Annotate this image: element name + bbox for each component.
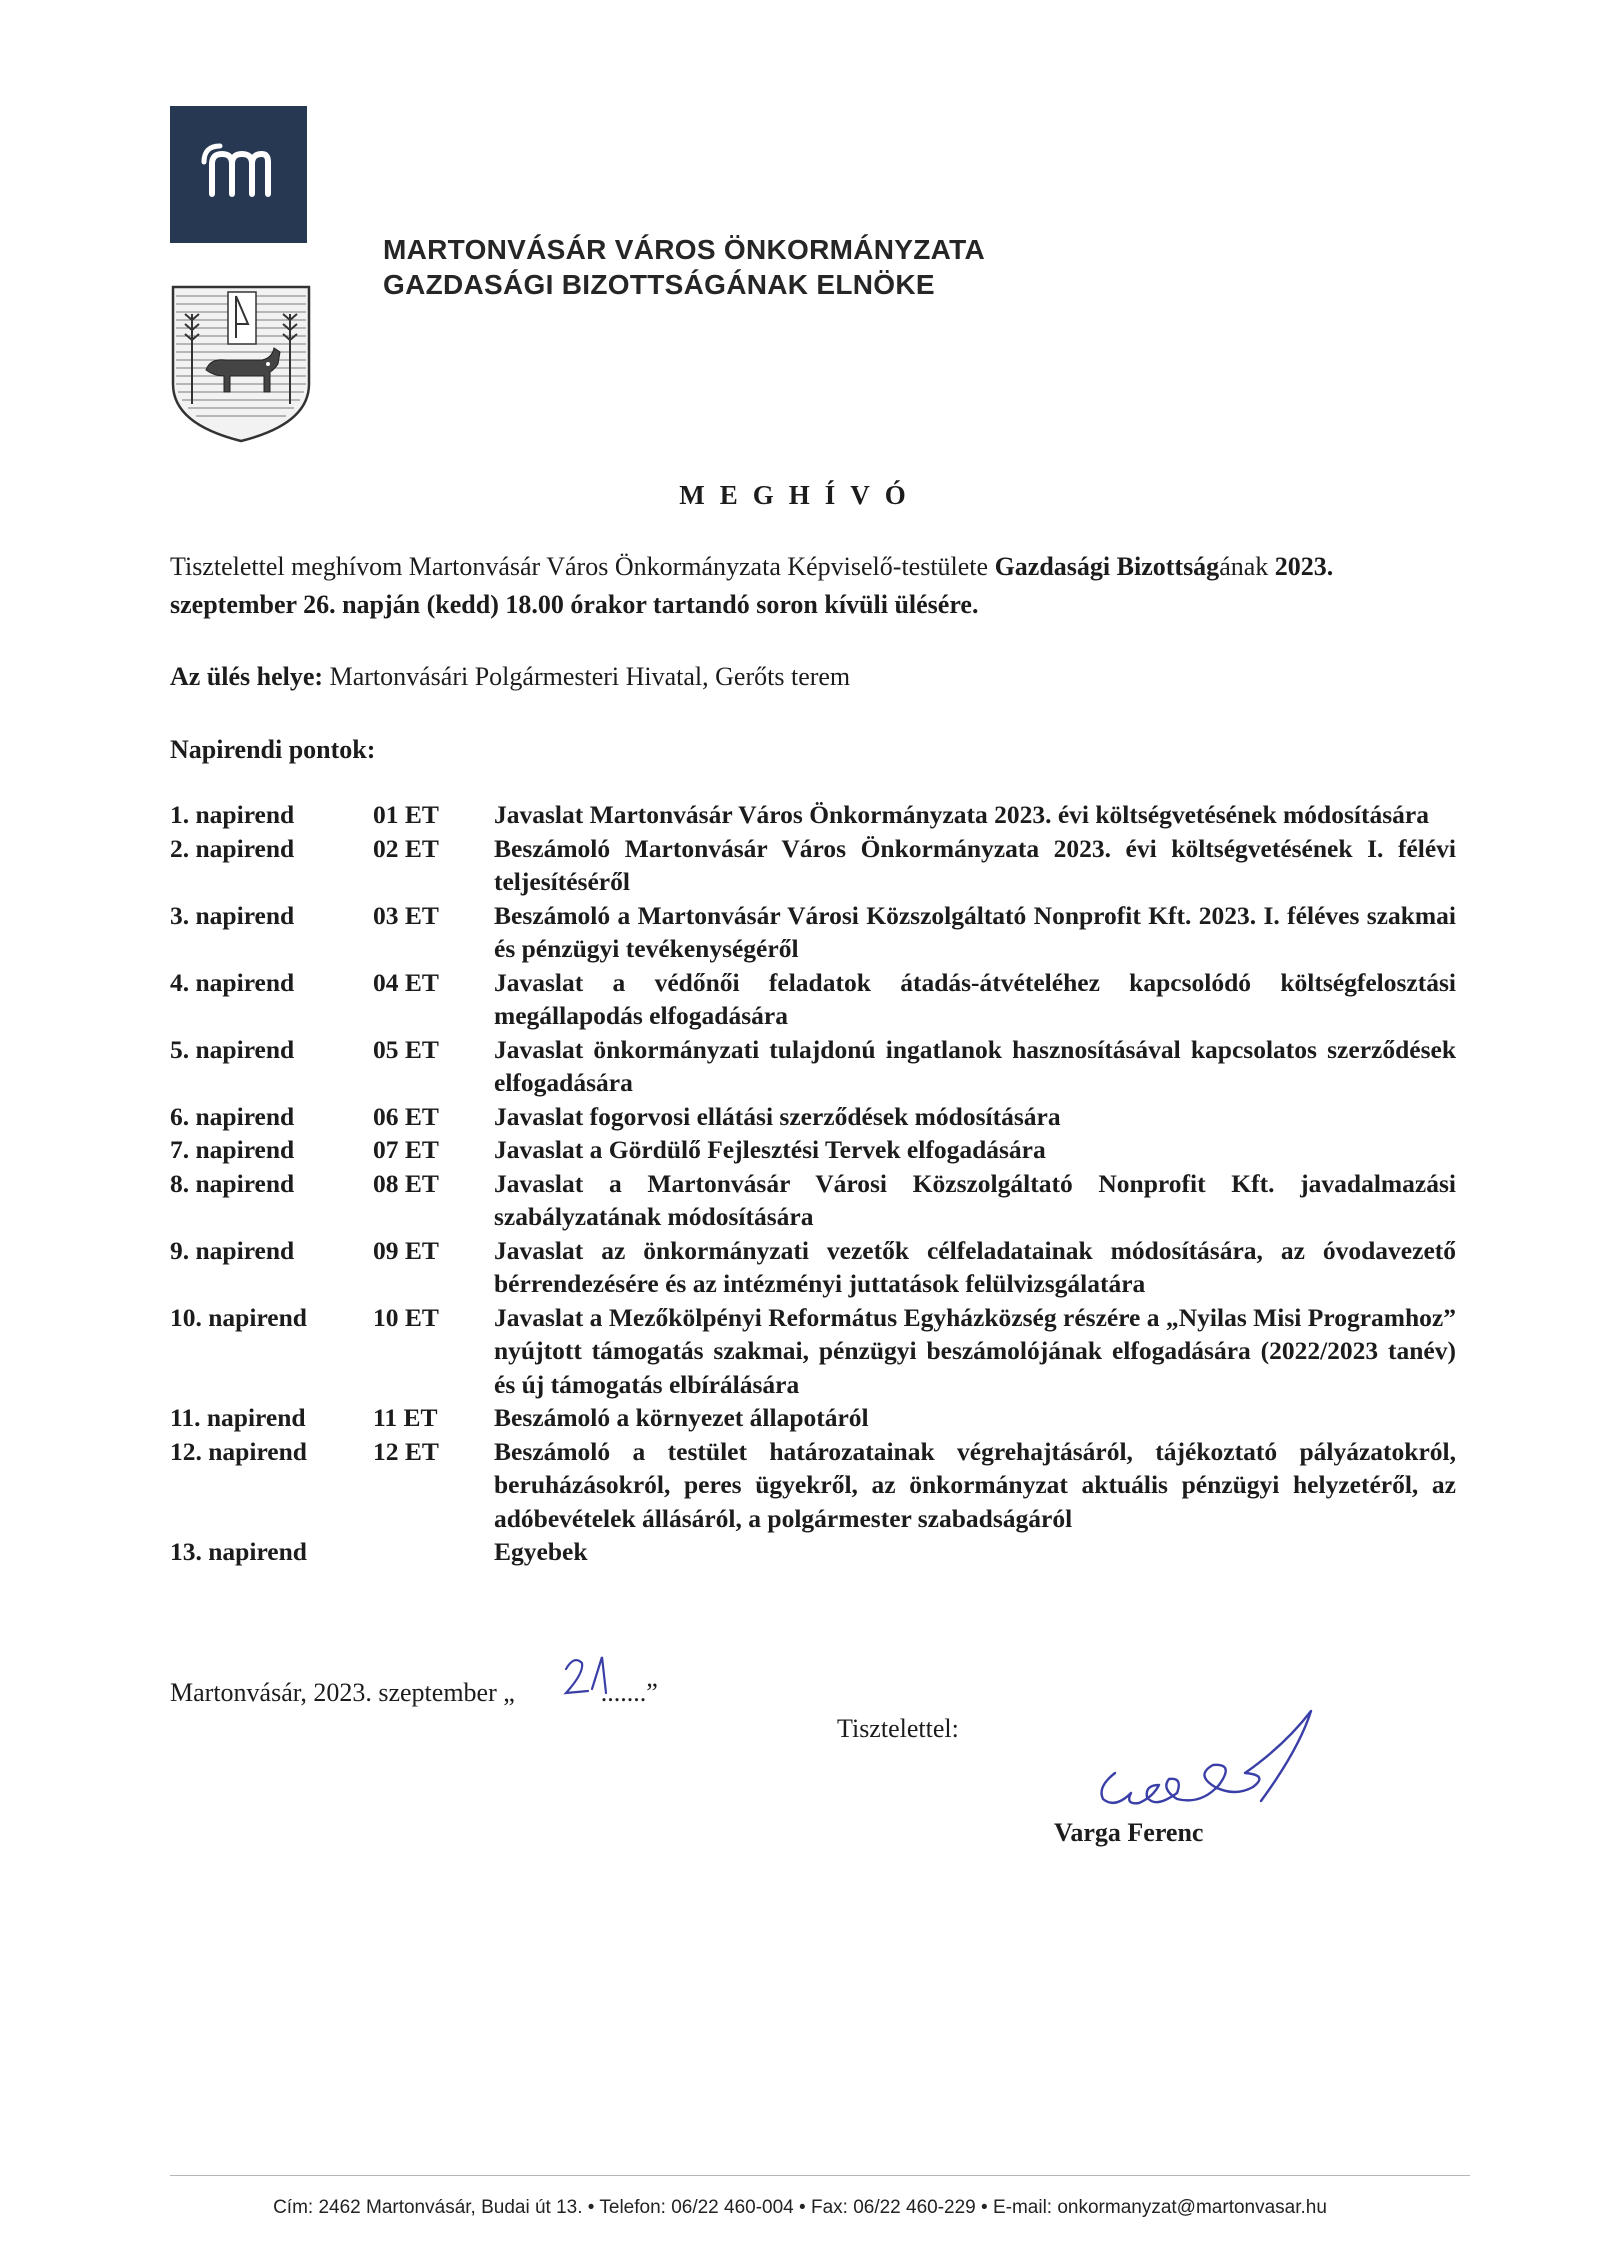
agenda-description: Egyebek <box>494 1537 588 1566</box>
agenda-number: 12. napirend <box>170 1436 307 1466</box>
agenda-description: Javaslat fogorvosi ellátási szerződések módosítására <box>494 1101 1061 1131</box>
agenda-number: 4. napirend <box>170 967 295 997</box>
agenda-code: 11 ET <box>373 1403 438 1432</box>
agenda-row <box>170 1301 1456 1402</box>
agenda-code: 05 ET <box>373 1034 439 1064</box>
agenda-code: 03 ET <box>373 900 439 930</box>
agenda-row <box>170 1234 1456 1301</box>
agenda-code: 06 ET <box>373 1101 439 1131</box>
agenda-row <box>170 1535 1456 1569</box>
intro-bold-1: Gazdasági Bizottság <box>994 552 1220 581</box>
agenda-code: 08 ET <box>373 1168 439 1198</box>
agenda-row <box>170 1100 1456 1134</box>
agenda-description: Beszámoló a testület határozatainak végrehajtásáról, tájékoztató pályázatokról, beruházásokról, peres ügyekről, az önkormányzat aktuális pénzügyi helyzetéről, az adóbevételek állásáról, a polgármester szabadságáról <box>494 1436 1456 1533</box>
agenda-code: 07 ET <box>373 1135 439 1164</box>
agenda-row <box>170 1033 1456 1100</box>
agenda-table <box>170 798 1456 1569</box>
agenda-description: Beszámoló a Martonvásár Városi Közszolgáltató Nonprofit Kft. 2023. I. féléves szakmai és pénzügyi tevékenységéről <box>494 900 1456 963</box>
closing-greeting: Tisztelettel: <box>837 1714 959 1743</box>
agenda-description: Beszámoló a környezet állapotáról <box>494 1403 869 1432</box>
agenda-code: 01 ET <box>373 800 439 829</box>
agenda-number: 8. napirend <box>170 1168 295 1198</box>
organization-line-1: MARTONVÁSÁR VÁROS ÖNKORMÁNYZATA <box>383 234 985 265</box>
handwritten-day <box>560 1653 620 1699</box>
agenda-description: Javaslat önkormányzati tulajdonú ingatlanok hasznosításával kapcsolatos szerződések elfogadására <box>494 1034 1456 1097</box>
logo-m-icon <box>170 106 307 243</box>
agenda-number: 9. napirend <box>170 1235 295 1265</box>
agenda-number: 2. napirend <box>170 833 295 863</box>
meeting-place <box>170 662 850 692</box>
footer-divider <box>170 2175 1470 2176</box>
intro-text-2: ának <box>1219 552 1275 581</box>
date-prefix: Martonvásár, 2023. szeptember „ <box>170 1678 515 1707</box>
agenda-number: 5. napirend <box>170 1034 295 1064</box>
intro-bold-2: 2023. szeptember 26. napján (kedd) 18.00 órakor tartandó soron kívüli ülésére. <box>170 552 1334 619</box>
agenda-number: 6. napirend <box>170 1101 295 1131</box>
agenda-heading: Napirendi pontok: <box>170 735 376 764</box>
agenda-description: Javaslat a védőnői feladatok átadás-átvételéhez kapcsolódó költségfelosztási megállapodás elfogadására <box>494 967 1456 1030</box>
agenda-description: Beszámoló Martonvásár Város Önkormányzata 2023. évi költségvetésének I. félévi teljesítéséről <box>494 833 1456 896</box>
footer-contact: Cím: 2462 Martonvásár, Budai út 13. • Telefon: 06/22 460-004 • Fax: 06/22 460-229 • E-mail: onkormanyzat@martonvasar.hu <box>273 2197 1327 2218</box>
agenda-number: 1. napirend <box>170 800 295 829</box>
document-title: MEGHÍVÓ <box>679 480 921 510</box>
agenda-description: Javaslat a Martonvásár Városi Közszolgáltató Nonprofit Kft. javadalmazási szabályzatának módosítására <box>494 1168 1456 1231</box>
intro-text-1: Tisztelettel meghívom Martonvásár Város Önkormányzata Képviselő-testülete <box>170 552 995 581</box>
agenda-row <box>170 899 1456 966</box>
agenda-description: Javaslat az önkormányzati vezetők célfeladatainak módosítására, az óvodavezető bérrendezésére és az intézményi juttatások felülvizsgálatára <box>494 1235 1456 1298</box>
agenda-code: 02 ET <box>373 833 439 863</box>
agenda-code: 04 ET <box>373 967 439 997</box>
municipality-logo <box>170 106 307 243</box>
agenda-number: 10. napirend <box>170 1302 307 1332</box>
coat-of-arms-icon <box>170 284 312 444</box>
organization-line-2: GAZDASÁGI BIZOTTSÁGÁNAK ELNÖKE <box>383 269 935 300</box>
invitation-text <box>170 548 1455 624</box>
agenda-number: 11. napirend <box>170 1403 306 1432</box>
agenda-number: 3. napirend <box>170 900 295 930</box>
agenda-number: 7. napirend <box>170 1135 295 1164</box>
agenda-description: Javaslat Martonvásár Város Önkormányzata 2023. évi költségvetésének módosítására <box>494 800 1429 829</box>
agenda-number: 13. napirend <box>170 1537 307 1566</box>
signer-name: Varga Ferenc <box>1054 1818 1204 1847</box>
agenda-row <box>170 1167 1456 1234</box>
agenda-row <box>170 966 1456 1033</box>
organization-name <box>383 232 985 302</box>
signature <box>1085 1705 1335 1815</box>
agenda-code: 09 ET <box>373 1235 439 1265</box>
agenda-row <box>170 1401 1456 1435</box>
agenda-description: Javaslat a Mezőkölpényi Református Egyházközség részére a „Nyilas Misi Programhoz” nyújtott támogatás szakmai, pénzügyi beszámolójának elfogadására (2022/2023 tanév) és új támogatás elbírálására <box>494 1302 1456 1399</box>
agenda-row <box>170 832 1456 899</box>
agenda-row <box>170 1133 1456 1167</box>
agenda-code: 10 ET <box>373 1302 439 1332</box>
date-suffix: .......” <box>600 1678 658 1707</box>
agenda-row <box>170 1435 1456 1536</box>
agenda-code <box>373 1535 494 1569</box>
agenda-code: 12 ET <box>373 1436 439 1466</box>
agenda-row <box>170 798 1456 832</box>
meeting-place-label: Az ülés helye: <box>170 662 324 691</box>
agenda-description: Javaslat a Gördülő Fejlesztési Tervek elfogadására <box>494 1135 1046 1164</box>
meeting-place-value: Martonvásári Polgármesteri Hivatal, Gerőts terem <box>323 662 851 691</box>
